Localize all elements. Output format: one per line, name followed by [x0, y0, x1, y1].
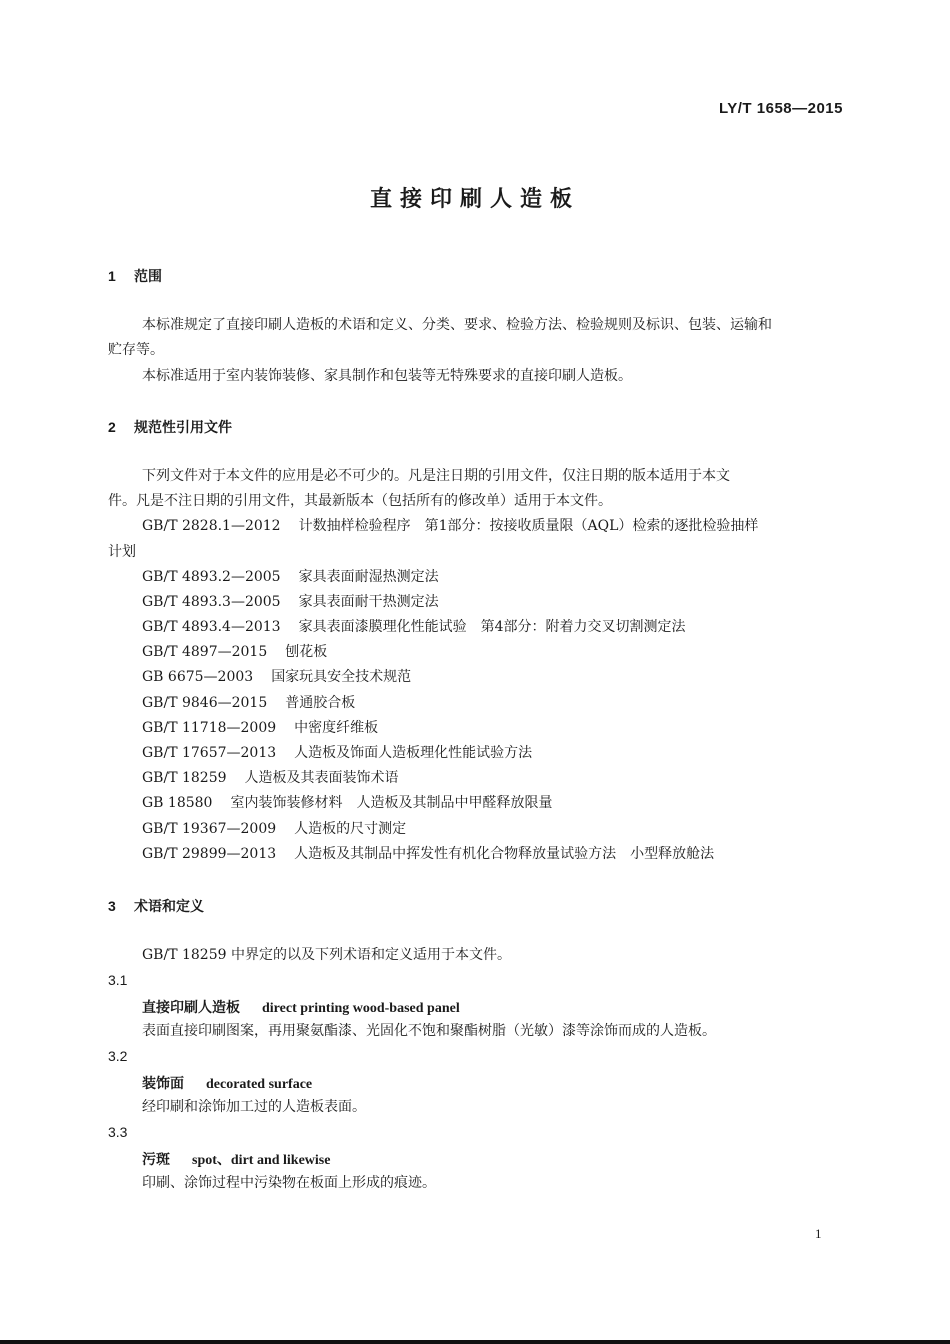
- section-title: 范围: [134, 269, 162, 285]
- section-2-heading: [108, 417, 232, 437]
- reference-item: [142, 567, 439, 587]
- term-zh: 污斑: [142, 1152, 170, 1168]
- reference-code: GB/T 17657—2013: [142, 745, 277, 761]
- reference-title: 计数抽样检验程序 第1部分：按接收质量限（AQL）检索的逐批检验抽样: [298, 518, 759, 534]
- reference-title: 家具表面耐干热测定法: [298, 594, 439, 610]
- reference-code: GB/T 4893.4—2013: [142, 619, 281, 635]
- reference-title: 人造板及其制品中挥发性有机化合物释放量试验方法 小型释放舱法: [294, 846, 715, 862]
- reference-item: [142, 516, 758, 536]
- reference-title: 家具表面耐湿热测定法: [298, 569, 439, 585]
- scope-paragraph-line-1: 本标准规定了直接印刷人造板的术语和定义、分类、要求、检验方法、检验规则及标识、包装、运输和: [142, 317, 772, 333]
- reference-title: 人造板及其表面装饰术语: [244, 770, 399, 786]
- reference-code: GB/T 29899—2013: [142, 846, 277, 862]
- reference-code: GB/T 4897—2015: [142, 644, 268, 660]
- reference-title: 刨花板: [285, 644, 328, 660]
- section-number: 3: [108, 898, 116, 914]
- reference-item: [142, 743, 532, 763]
- section-3-heading: [108, 896, 204, 916]
- term-definition: 表面直接印刷图案，再用聚氨酯漆、光固化不饱和聚酯树脂（光敏）漆等涂饰而成的人造板。: [142, 1023, 716, 1039]
- scope-paragraph-2: 本标准适用于室内装饰装修、家具制作和包装等无特殊要求的直接印刷人造板。: [142, 368, 632, 384]
- page-number: 1: [815, 1226, 822, 1241]
- standard-number: LY/T 1658—2015: [718, 100, 843, 117]
- reference-item: [142, 617, 686, 637]
- reference-title-continuation: 计划: [108, 544, 136, 560]
- reference-code: GB 6675—2003: [142, 669, 254, 685]
- reference-code: GB/T 18259: [142, 770, 227, 786]
- section-title: 术语和定义: [134, 899, 204, 915]
- section-title: 规范性引用文件: [134, 420, 232, 436]
- reference-title: 室内装饰装修材料 人造板及其制品中甲醛释放限量: [230, 795, 553, 811]
- reference-code: GB/T 11718—2009: [142, 720, 277, 736]
- bottom-rule: [0, 1340, 950, 1344]
- reference-item: [142, 793, 552, 813]
- term-definition: 印刷、涂饰过程中污染物在板面上形成的痕迹。: [142, 1175, 436, 1191]
- term-number: 3.2: [108, 1048, 128, 1064]
- term-definition: 经印刷和涂饰加工过的人造板表面。: [142, 1099, 366, 1115]
- term-en: spot、dirt and likewise: [192, 1153, 331, 1168]
- reference-item: [142, 768, 399, 788]
- reference-item: [142, 819, 406, 839]
- reference-title: 人造板的尺寸测定: [294, 821, 407, 837]
- section-number: 1: [108, 268, 116, 284]
- reference-code: GB/T 9846—2015: [142, 695, 268, 711]
- scope-paragraph-line-2: 贮存等。: [108, 342, 164, 358]
- reference-item: [142, 718, 378, 738]
- term-zh: 装饰面: [142, 1076, 184, 1092]
- reference-code: GB/T 4893.2—2005: [142, 569, 281, 585]
- reference-item: [142, 667, 411, 687]
- term-zh: 直接印刷人造板: [142, 1000, 240, 1016]
- term-number: 3.1: [108, 972, 128, 988]
- term-heading: [142, 1149, 330, 1169]
- terms-intro: GB/T 18259 中界定的以及下列术语和定义适用于本文件。: [142, 947, 511, 963]
- reference-item: [142, 844, 714, 864]
- section-1-heading: [108, 266, 162, 286]
- reference-title: 普通胶合板: [285, 695, 356, 711]
- term-heading: [142, 1073, 312, 1093]
- document-title: 直接印刷人造板: [369, 187, 580, 212]
- reference-title: 国家玩具安全技术规范: [271, 669, 412, 685]
- reference-code: GB/T 19367—2009: [142, 821, 277, 837]
- section-number: 2: [108, 419, 116, 435]
- reference-item: [142, 642, 327, 662]
- reference-code: GB/T 2828.1—2012: [142, 518, 281, 534]
- reference-item: [142, 693, 355, 713]
- reference-title: 人造板及饰面人造板理化性能试验方法: [294, 745, 533, 761]
- refs-intro-line-2: 件。凡是不注日期的引用文件，其最新版本（包括所有的修改单）适用于本文件。: [108, 493, 612, 509]
- reference-title: 中密度纤维板: [294, 720, 379, 736]
- reference-code: GB 18580: [142, 795, 213, 811]
- reference-code: GB/T 4893.3—2005: [142, 594, 281, 610]
- term-en: decorated surface: [206, 1077, 313, 1092]
- term-number: 3.3: [108, 1124, 128, 1140]
- term-heading: [142, 997, 460, 1017]
- reference-title: 家具表面漆膜理化性能试验 第4部分：附着力交叉切割测定法: [298, 619, 686, 635]
- refs-intro-line-1: 下列文件对于本文件的应用是必不可少的。凡是注日期的引用文件，仅注日期的版本适用于本文: [142, 468, 730, 484]
- reference-item: [142, 592, 439, 612]
- term-en: direct printing wood-based panel: [262, 1001, 460, 1016]
